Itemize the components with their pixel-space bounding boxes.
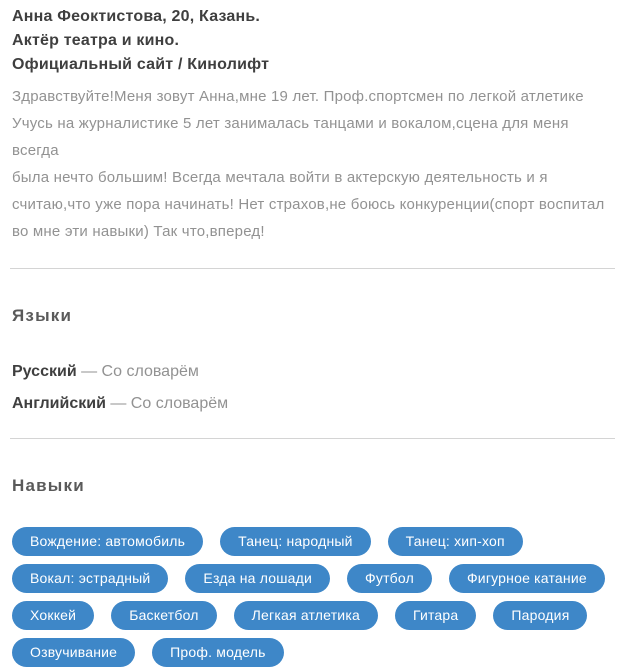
about-line: была нечто большим! Всегда мечтала войти в актерскую деятельность и я [12, 169, 548, 186]
profile-name-line: Анна Феоктистова, 20, Казань. [12, 8, 261, 25]
skill-pill[interactable]: Баскетбол [111, 601, 216, 630]
skill-pill[interactable]: Гитара [395, 601, 476, 630]
skills-heading: Навыки [12, 476, 85, 495]
skill-pill[interactable]: Фигурное катание [449, 564, 605, 593]
about-line: во мне эти навыки) Так что,вперед! [12, 223, 265, 240]
skill-pill[interactable]: Проф. модель [152, 638, 283, 667]
skill-pill[interactable]: Танец: народный [220, 527, 371, 556]
profile-role-line: Актёр театра и кино. [12, 32, 180, 49]
skill-pill[interactable]: Футбол [347, 564, 432, 593]
language-row [12, 388, 615, 420]
language-level: — Со словарём [105, 395, 229, 412]
skill-pill[interactable]: Вождение: автомобиль [12, 527, 203, 556]
profile-header [12, 5, 615, 77]
skill-pill[interactable]: Танец: хип-хоп [388, 527, 523, 556]
skill-pill[interactable]: Хоккей [12, 601, 94, 630]
languages-heading: Языки [12, 306, 73, 325]
languages-list [12, 356, 615, 420]
skill-pill[interactable]: Легкая атлетика [234, 601, 378, 630]
about-line: считаю,что уже пора начинать! Нет страхов,не боюсь конкуренции(спорт воспитал [12, 196, 605, 213]
official-site-link[interactable]: Официальный сайт / Кинолифт [12, 56, 270, 73]
about-line: Здравствуйте!Меня зовут Анна,мне 19 лет. Проф.спортсмен по легкой атлетике [12, 88, 584, 105]
about-text [12, 83, 615, 245]
language-level: — Со словарём [76, 363, 199, 380]
section-divider [10, 268, 615, 269]
language-name: Английский [12, 395, 106, 412]
skills-list [12, 527, 615, 667]
about-line: Учусь на журналистике 5 лет занималась танцами и вокалом,сцена для меня всегда [12, 115, 569, 159]
skill-pill[interactable]: Пародия [493, 601, 587, 630]
language-name: Русский [12, 363, 77, 380]
section-divider [10, 438, 615, 439]
language-row [12, 356, 615, 388]
skill-pill[interactable]: Озвучивание [12, 638, 135, 667]
skill-pill[interactable]: Езда на лошади [185, 564, 330, 593]
skill-pill[interactable]: Вокал: эстрадный [12, 564, 168, 593]
